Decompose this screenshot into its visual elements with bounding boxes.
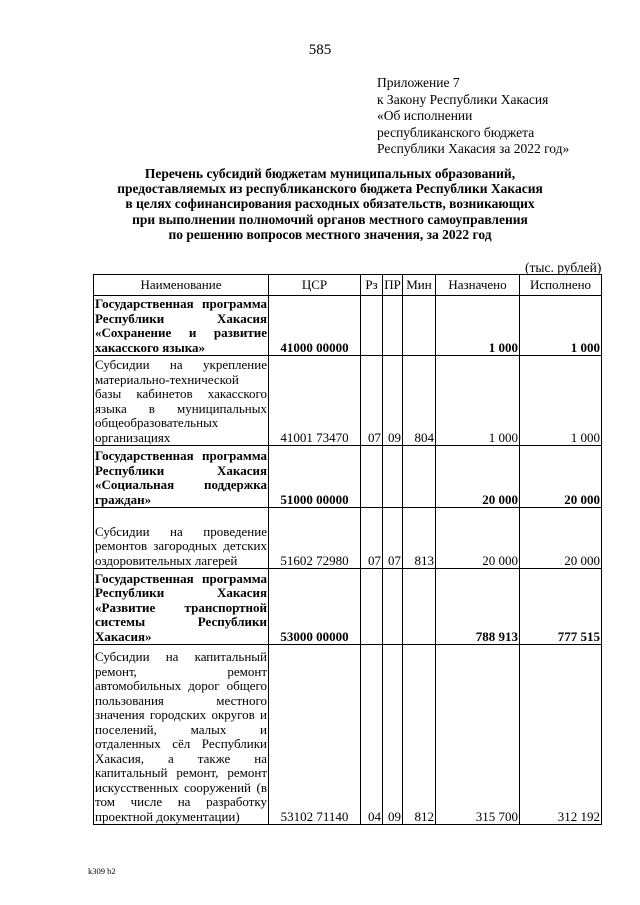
row-min: 812: [403, 645, 436, 825]
row-pr: 09: [383, 645, 403, 825]
row-executed: 777 515: [520, 569, 602, 645]
page-number: 585: [308, 42, 332, 58]
appendix-line: Приложение 7: [377, 75, 460, 90]
row-executed: 1 000: [520, 296, 602, 356]
row-executed: 1 000: [520, 356, 602, 446]
row-pr: 09: [383, 356, 403, 446]
appendix-line: Республики Хакасия за 2022 год»: [377, 141, 570, 156]
row-assigned: 1 000: [436, 296, 520, 356]
table-row: [94, 356, 602, 446]
row-name: Государственная программа Республики Хакасия «Сохранение и развитие хакасского языка»: [95, 296, 267, 355]
title-line: по решению вопросов местного значения, за 2022 год: [168, 226, 492, 242]
row-min: [403, 446, 436, 508]
row-csr: 41001 73470: [269, 356, 361, 446]
row-rz: [361, 569, 383, 645]
row-pr: [383, 569, 403, 645]
units-label: (тыс. рублей): [525, 260, 602, 275]
row-min: [403, 569, 436, 645]
row-assigned: 315 700: [436, 645, 520, 825]
row-min: [403, 296, 436, 356]
header-rz: Рз: [361, 275, 383, 296]
table-row: [94, 569, 602, 645]
row-pr: [383, 296, 403, 356]
header-executed: Исполнено: [520, 275, 602, 296]
title-line: Перечень субсидий бюджетам муниципальных образований,: [144, 166, 516, 181]
appendix-block: [377, 75, 569, 158]
table-row: [94, 296, 602, 356]
header-assigned: Назначено: [436, 275, 520, 296]
row-pr: 07: [383, 508, 403, 569]
row-name: Субсидии на укрепление материально-технической базы кабинетов хакасского языка в муниципальных общеобразовательных организациях: [95, 357, 267, 445]
footer-code: k309 b2: [88, 866, 116, 876]
row-csr: 51000 00000: [269, 446, 361, 508]
row-rz: [361, 446, 383, 508]
title-line: предоставляемых из республиканского бюджета Республики Хакасия: [117, 181, 543, 197]
row-csr: 51602 72980: [269, 508, 361, 569]
header-csr: ЦСР: [269, 275, 361, 296]
appendix-line: «Об исполнении: [377, 108, 473, 123]
row-executed: 312 192: [520, 645, 602, 825]
row-assigned: 20 000: [436, 508, 520, 569]
title-line: при выполнении полномочий органов местного самоуправления: [132, 211, 528, 227]
row-min: 804: [403, 356, 436, 446]
table-row: [94, 508, 602, 569]
subsidies-table: [93, 274, 602, 825]
row-csr: 53102 71140: [269, 645, 361, 825]
row-csr: 41000 00000: [269, 296, 361, 356]
row-name: Субсидии на проведение ремонтов загородных детских оздоровительных лагерей: [94, 508, 269, 569]
row-csr: 53000 00000: [269, 569, 361, 645]
row-name: Государственная программа Республики Хакасия «Социальная поддержка граждан»: [94, 446, 269, 508]
row-assigned: 788 913: [436, 569, 520, 645]
row-name: Государственная программа Республики Хакасия «Развитие транспортной системы Республики Хакасия»: [95, 570, 267, 644]
row-rz: [361, 296, 383, 356]
appendix-line: к Закону Республики Хакасия: [377, 91, 549, 107]
row-min: 813: [403, 508, 436, 569]
row-assigned: 1 000: [436, 356, 520, 446]
title-line: в целях софинансирования расходных обязательств, возникающих: [125, 196, 535, 212]
document-title: [60, 166, 600, 242]
header-pr: ПР: [383, 275, 403, 296]
row-assigned: 20 000: [436, 446, 520, 508]
row-rz: 07: [361, 508, 383, 569]
row-rz: 07: [361, 356, 383, 446]
header-min: Мин: [403, 275, 436, 296]
row-executed: 20 000: [520, 508, 602, 569]
row-pr: [383, 446, 403, 508]
table-header-row: [94, 275, 602, 296]
row-rz: 04: [361, 645, 383, 825]
table-row: [94, 645, 602, 825]
row-name: Субсидии на капитальный ремонт, ремонт автомобильных дорог общего пользования местного значения городских округов и поселений, малых и отдаленных сёл Республики Хакасия, а также на капитальный ремонт, ремонт искусственных сооружений (в том числе на разработку проектной документации): [94, 645, 269, 825]
row-executed: 20 000: [520, 446, 602, 508]
appendix-line: республиканского бюджета: [377, 124, 535, 140]
table-row: [94, 446, 602, 508]
header-name: Наименование: [94, 275, 269, 296]
